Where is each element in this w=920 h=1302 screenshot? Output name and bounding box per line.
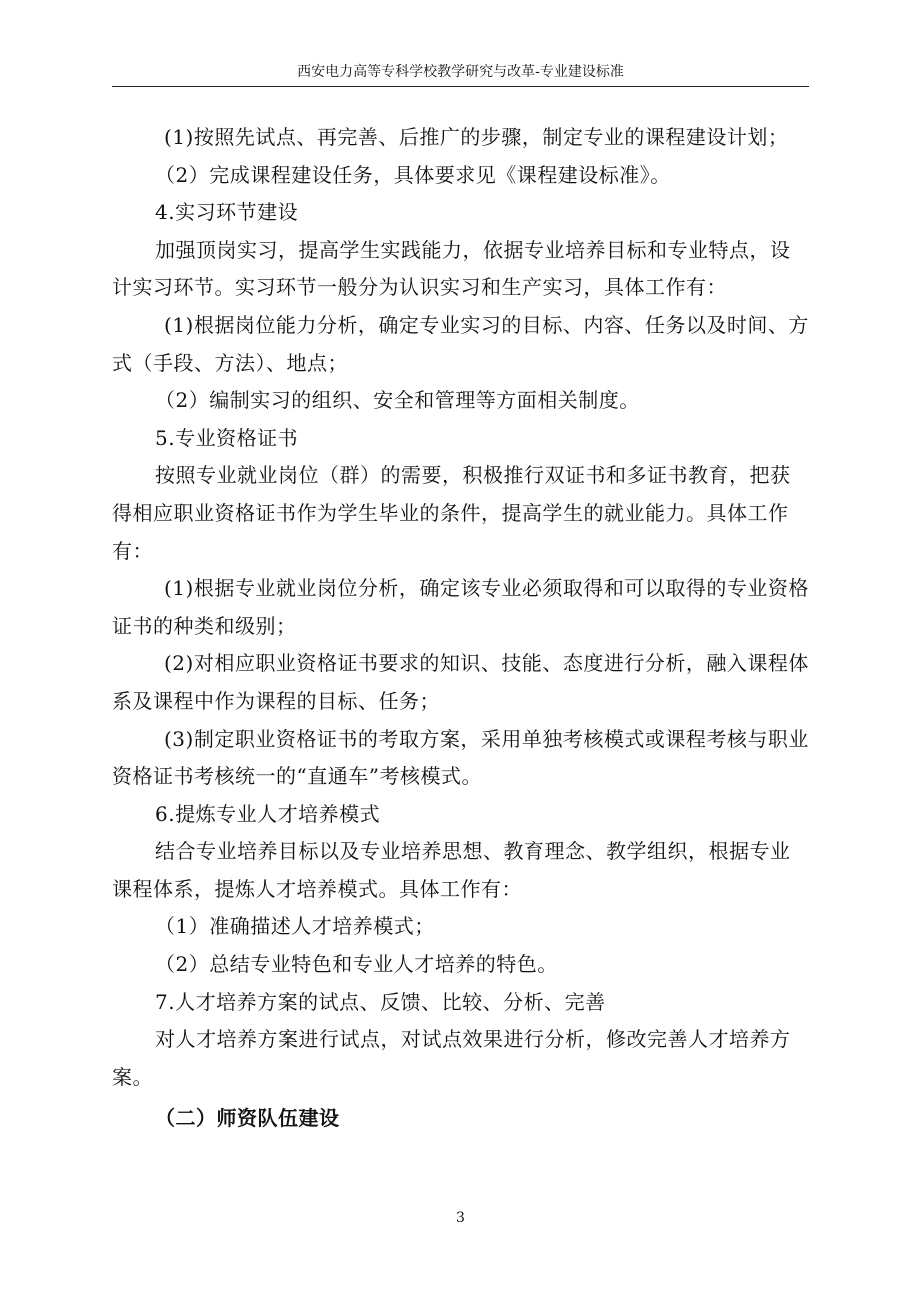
paragraph: （2）编制实习的组织、安全和管理等方面相关制度。 [155,388,640,413]
document-body [112,119,809,1138]
paragraph: 对人才培养方案进行试点，对试点效果进行分析，修改完善人才培养方案。 [112,1027,791,1089]
chapter-heading: （二）师资队伍建设 [155,1106,340,1131]
paragraph: 加强顶岗实习，提高学生实践能力，依据专业培养目标和专业特点，设计实习环节。实习环节一般分为认识实习和生产实习，具体工作有： [112,237,791,300]
section-heading: 5.专业资格证书 [155,425,299,450]
paragraph: 结合专业培养目标以及专业培养思想、教育理念、教学组织，根据专业课程体系，提炼人才培养模式。具体工作有： [112,839,791,901]
page-number: 3 [456,1210,465,1226]
paragraph: (1)根据岗位能力分析，确定专业实习的目标、内容、任务以及时间、方式（手段、方法）、地点； [112,312,809,375]
paragraph: 按照专业就业岗位（群）的需要，积极推行双证书和多证书教育，把获得相应职业资格证书作为学生毕业的条件，提高学生的就业能力。具体工作有： [112,463,791,563]
paragraph: (2)对相应职业资格证书要求的知识、技能、态度进行分析，融入课程体系及课程中作为课程的目标、任务； [112,651,809,713]
paragraph: （2）完成课程建设任务，具体要求见《课程建设标准》。 [155,162,671,187]
header-rule [112,86,809,87]
section-heading: 4.实习环节建设 [155,200,299,225]
section-heading: 7.人才培养方案的试点、反馈、比较、分析、完善 [155,989,606,1014]
paragraph: (1)按照先试点、再完善、后推广的步骤，制定专业的课程建设计划； [164,125,789,149]
paragraph: (1)根据专业就业岗位分析，确定该专业必须取得和可以取得的专业资格证书的种类和级别； [112,576,809,638]
paragraph: (3)制定职业资格证书的考取方案，采用单独考核模式或课程考核与职业资格证书考核统一的“直通车”考核模式。 [112,726,809,789]
paragraph: （2）总结专业特色和专业人才培养的特色。 [155,952,558,977]
paragraph: （1）准确描述人才培养模式； [155,914,435,939]
running-header: 西安电力高等专科学校教学研究与改革-专业建设标准 [297,64,624,80]
section-heading: 6.提炼专业人才培养模式 [155,801,381,826]
